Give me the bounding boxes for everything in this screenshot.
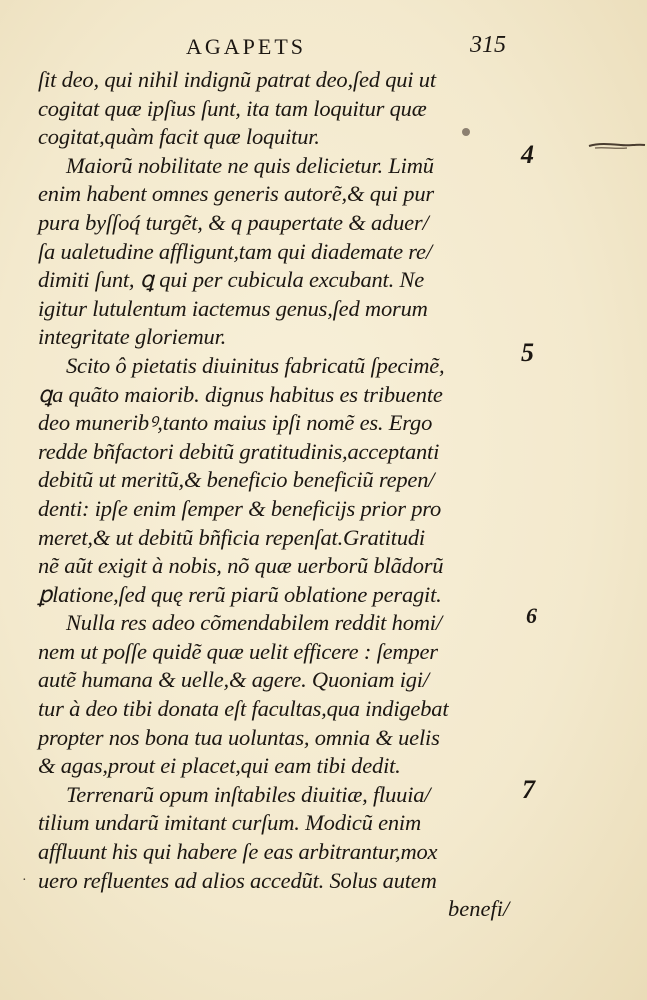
- pointing-hand-icon: [587, 138, 647, 152]
- text-line: deo muneribꝰ,tanto maius ipſi nomẽ es. Ergo: [38, 410, 433, 436]
- text-line: affluunt his qui habere ſe eas arbitrantur,mox: [38, 839, 438, 865]
- text-line: nẽ aũt exigit à nobis, nõ quæ uerborũ blãdorũ: [38, 553, 444, 579]
- ink-dot-mark: [462, 128, 470, 136]
- margin-number: 7: [522, 775, 535, 804]
- text-line: redde bñfactori debitũ gratitudinis,acceptanti: [38, 438, 440, 464]
- text-line: meret,& ut debitũ bñficia repenſat.Gratitudi: [38, 524, 425, 550]
- text-line: & agas,prout ei placet,qui eam tibi dedit.: [38, 753, 401, 779]
- margin-number: 5: [521, 338, 534, 367]
- catchword: benefi/: [448, 896, 510, 921]
- text-line: Maiorũ nobilitate ne quis delicietur. Limũ: [66, 152, 434, 178]
- page-number: 315: [470, 32, 506, 58]
- text-line: tur à deo tibi donata eſt facultas,qua indigebat: [38, 696, 449, 722]
- text-line: cogitat quæ ipſius ſunt, ita tam loquitur quæ: [38, 95, 427, 121]
- text-line: autẽ humana & uelle,& agere. Quoniam igi/: [38, 667, 429, 693]
- text-block: [38, 66, 528, 895]
- text-line: tilium undarũ imitant curſum. Modicũ enim: [38, 810, 422, 836]
- margin-number: 4: [521, 140, 534, 169]
- text-line: dimiti ſunt, ꝗ qui per cubicula excubant. Ne: [38, 267, 425, 293]
- text-line: ſit deo, qui nihil indignũ patrat deo,ſed qui ut: [38, 67, 436, 92]
- text-line: Nulla res adeo cõmendabilem reddit homi/: [66, 610, 442, 636]
- text-line: ſa ualetudine affligunt,tam qui diademate re/: [38, 238, 432, 264]
- margin-number: 6: [526, 603, 537, 628]
- text-line: debitũ ut meritũ,& beneficio beneficiũ repen/: [38, 467, 435, 493]
- text-line: Terrenarũ opum inſtabiles diuitiæ, fluuia/: [66, 781, 431, 807]
- text-line: nem ut poſſe quidẽ quæ uelit efficere : ſemper: [38, 638, 438, 664]
- text-line: ꝑlatione,ſed quę rerũ piarũ oblatione peragit.: [38, 581, 442, 607]
- text-line: ꝗa quãto maiorib. dignus habitus es tribuente: [38, 381, 443, 407]
- text-line: Scito ô pietatis diuinitus fabricatũ ſpecimẽ,: [66, 352, 445, 378]
- text-line: cogitat,quàm facit quæ loquitur.: [38, 124, 320, 150]
- text-line: pura byſſoq́ turgẽt, & q paupertate & aduer/: [38, 209, 429, 235]
- running-title: AGAPETS: [186, 34, 307, 59]
- text-line: uero refluentes ad alios accedũt. Solus autem: [38, 867, 437, 893]
- text-line: igitur lutulentum iactemus genus,ſed morum: [38, 295, 428, 321]
- text-line: denti: ipſe enim ſemper & beneficijs prior pro: [38, 495, 442, 521]
- text-line: integritate gloriemur.: [38, 324, 227, 350]
- text-line: propter nos bona tua uoluntas, omnia & uelis: [38, 724, 440, 750]
- margin-tick-mark: ·: [22, 873, 27, 888]
- text-line: enim habent omnes generis autorẽ,& qui pur: [38, 181, 434, 207]
